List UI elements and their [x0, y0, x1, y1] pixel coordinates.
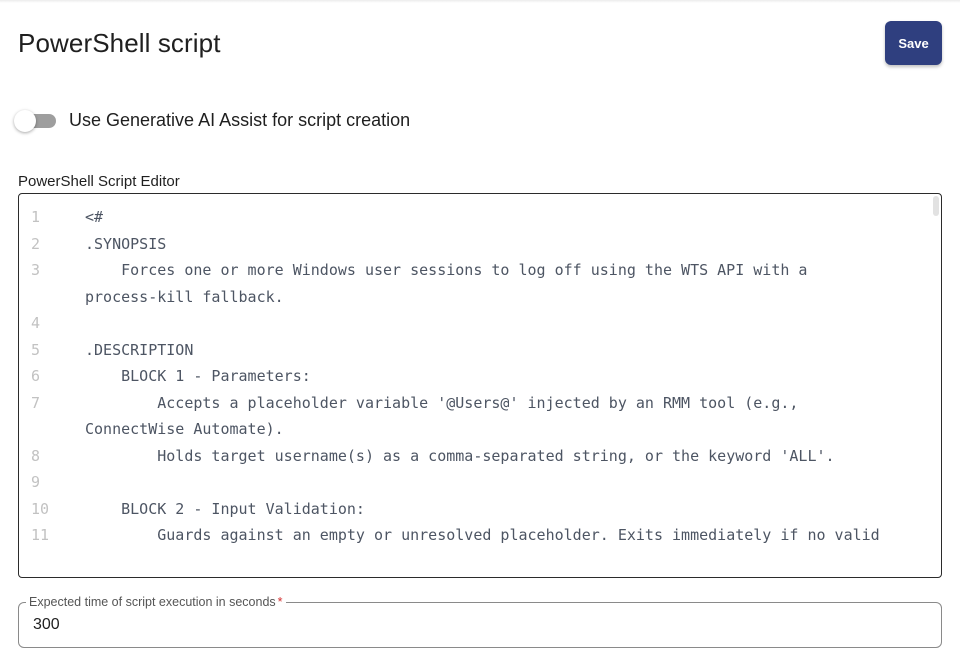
line-text — [85, 469, 885, 496]
line-number: 9 — [31, 473, 41, 491]
line-number: 4 — [31, 314, 41, 332]
code-lines — [19, 204, 929, 549]
code-line — [19, 522, 929, 549]
line-text — [85, 310, 885, 337]
line-text: BLOCK 2 - Input Validation: — [85, 499, 365, 518]
line-number: 2 — [31, 234, 41, 253]
line-text: BLOCK 1 - Parameters: — [85, 367, 311, 385]
line-number: 1 — [31, 208, 41, 226]
line-number: 5 — [31, 340, 41, 359]
save-button[interactable]: Save — [885, 21, 942, 65]
line-number: 10 — [31, 499, 50, 518]
top-shadow — [0, 0, 960, 3]
line-number: 6 — [31, 367, 41, 385]
execution-time-label-text: Expected time of script execution in seconds — [29, 595, 276, 609]
code-line — [19, 469, 929, 496]
code-line — [19, 204, 929, 231]
line-number: 11 — [31, 526, 50, 544]
editor-scrollbar[interactable] — [933, 196, 939, 216]
code-line — [19, 443, 929, 470]
line-text: Guards against an empty or unresolved placeholder. Exits immediately if no valid — [85, 526, 880, 544]
required-mark: * — [277, 595, 283, 609]
toggle-thumb — [14, 110, 36, 132]
execution-time-input[interactable] — [33, 615, 913, 635]
line-text: Forces one or more Windows user sessions to log off using the WTS API with a process-kill fallback. — [85, 261, 817, 306]
script-editor[interactable] — [18, 193, 942, 578]
ai-assist-toggle[interactable] — [14, 110, 58, 132]
page-title: PowerShell script — [18, 28, 221, 58]
line-number: 7 — [31, 393, 41, 412]
line-text: <# — [85, 208, 104, 226]
line-text: .SYNOPSIS — [85, 234, 167, 253]
line-number: 8 — [31, 446, 41, 465]
line-text: Holds target username(s) as a comma-separated string, or the keyword 'ALL'. — [85, 446, 835, 465]
code-line — [19, 310, 929, 337]
line-text: .DESCRIPTION — [85, 340, 194, 359]
code-line — [19, 257, 929, 310]
code-line — [19, 337, 929, 364]
code-line — [19, 363, 929, 390]
editor-label: PowerShell Script Editor — [18, 173, 180, 190]
code-line — [19, 231, 929, 258]
code-line — [19, 390, 929, 443]
line-number: 3 — [31, 261, 41, 279]
execution-time-label — [26, 595, 286, 609]
line-text: Accepts a placeholder variable '@Users@' injected by an RMM tool (e.g., ConnectWise Automate). — [85, 393, 808, 438]
code-line — [19, 496, 929, 523]
ai-assist-label: Use Generative AI Assist for script creation — [69, 110, 411, 130]
